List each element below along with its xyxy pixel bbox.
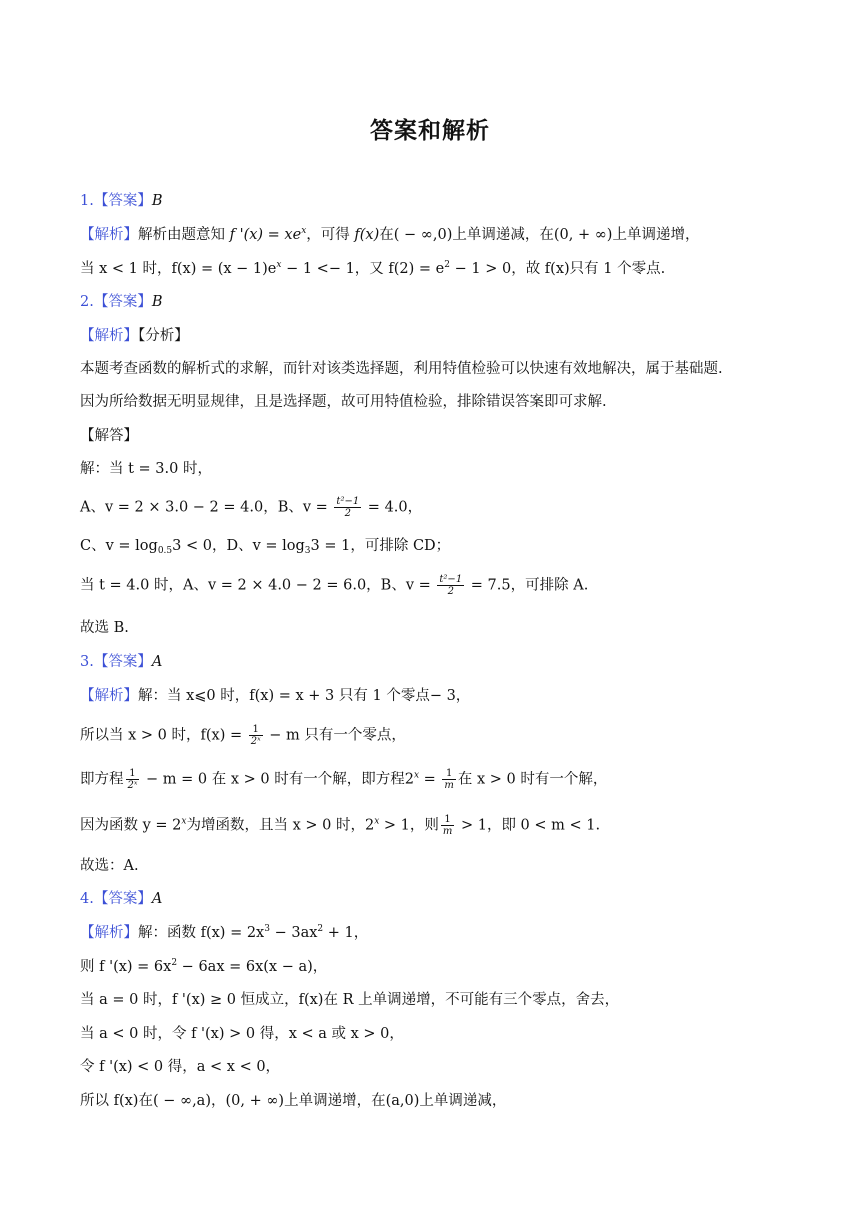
- q3-analysis-line-1: 【解析】解：当 x⩽0 时，f(x) = x + 3 只有 1 个零点− 3，: [80, 688, 471, 704]
- page-title: 答案和解析: [370, 118, 490, 144]
- q2-paragraph-1: 本题考查函数的解析式的求解，而针对该类选择题，利用特值检验可以快速有效地解决，属于基础题.: [80, 361, 723, 377]
- q3-analysis-line-5: 故选：A.: [80, 858, 139, 874]
- q1-answer: B: [151, 193, 163, 209]
- q3-analysis-line-2: 所以当 x > 0 时，f(x) = $\frac{1}{\text{2ˣ}}$ − m 只有一个零点，: [80, 724, 406, 747]
- q3-answer-line: 3.【答案】A: [80, 654, 163, 670]
- q1-answer-line: [80, 190, 800, 212]
- fraction: $\frac{1}{\text{2ˣ}}$: [127, 768, 138, 791]
- q1-analysis-line-1: 【解析】解析由题意知 f '$(x) = xe^x$，可得 f(x)在( − ∞,0)上单调递减，在(0, + ∞)上单调递增，: [80, 226, 700, 243]
- q4-answer-line: 4.【答案】A: [80, 891, 163, 907]
- q2-paragraph-2: 因为所给数据无明显规律，且是选择题，故可用特值检验，排除错误答案即可求解.: [80, 394, 607, 410]
- analysis-tag: 【解析】: [80, 227, 138, 243]
- q4-analysis-line-4: 当 a < 0 时，令 f '(x) > 0 得，x < a 或 x > 0，: [80, 1026, 404, 1042]
- q2-paragraph-6: 当 t = 4.0 时，A、v = 2 × 4.0 − 2 = 6.0，B、v = $\frac{\text{t²−1}}{2}$ = 7.5，可排除 A.: [80, 574, 589, 597]
- q3-number: 3.: [80, 654, 94, 670]
- q4-number: 4.: [80, 891, 94, 907]
- q4-analysis-line-2: 则 f '$(x) = 6x^2 - 6ax = 6x(x - a)$，: [80, 958, 328, 975]
- q1-analysis-line-2: 当 x < 1 时，$f(x) = (x - 1)e^x - 1 <- 1$，又 $f(2) = e^2 - 1 > 0$，故 f(x)只有 1 个零点.: [80, 260, 666, 277]
- answer-tag: 【答案】: [93, 193, 152, 209]
- q2-answer: B: [151, 294, 163, 310]
- q3-answer: A: [151, 654, 163, 670]
- q2-analysis-line: 【解析】【分析】: [80, 328, 189, 344]
- q4-analysis-line-5: 令 f '(x) < 0 得，a < x < 0，: [80, 1059, 281, 1075]
- q2-answer-line: 2.【答案】B: [80, 294, 163, 310]
- q4-answer: A: [151, 891, 163, 907]
- q3-analysis-line-3: 即方程 $\frac{1}{\text{2ˣ}}$ − m = 0 在 x > 0 时有一个解，即方程$2^x$ = $\frac{1}{m}$ 在 x > 0 时有一个解，: [80, 768, 608, 791]
- q2-paragraph-5: C、$v = \log_{0.5}3 < 0$，D、$v = \log_33 = 1$，可排除 CD；: [80, 538, 451, 556]
- q1-number: 1.: [80, 193, 94, 209]
- q2-number: 2.: [80, 294, 94, 310]
- fraction: $\frac{1}{m}$: [442, 814, 453, 837]
- q4-analysis-line-3: 当 a = 0 时，f '(x) ≥ 0 恒成立，f(x)在 R 上单调递增，不可能有三个零点，舍去，: [80, 992, 620, 1008]
- fraction: $\frac{1}{m}$: [444, 768, 454, 791]
- q2-paragraph-7: 故选 B.: [80, 620, 129, 636]
- q3-analysis-line-4: 因为函数 $y = 2^x$为增函数，且当 x > 0 时，$2^x > 1$，则 $\frac{1}{m}$ > 1，即 0 < m < 1.: [80, 814, 601, 837]
- q4-analysis-line-6: 所以 f(x)在( − ∞,a)，(0, + ∞)上单调递增，在(a,0)上单调递减，: [80, 1093, 507, 1109]
- q2-paragraph-3: 解：当 t = 3.0 时，: [80, 461, 212, 477]
- fraction: $\frac{1}{\text{2ˣ}}$: [250, 724, 261, 747]
- q2-paragraph-4: A、v = 2 × 3.0 − 2 = 4.0，B、v = $\frac{\text{t²−1}}{2}$ = 4.0，: [80, 496, 423, 519]
- fraction: $\frac{\text{t²−1}}{2}$: [439, 574, 463, 597]
- fraction: $\frac{\text{t²−1}}{2}$: [336, 496, 360, 519]
- q4-analysis-line-1: 【解析】解：函数 $f(x) = 2x^3 - 3ax^2 + 1$，: [80, 924, 369, 941]
- q2-jieda: 【解答】: [80, 428, 138, 444]
